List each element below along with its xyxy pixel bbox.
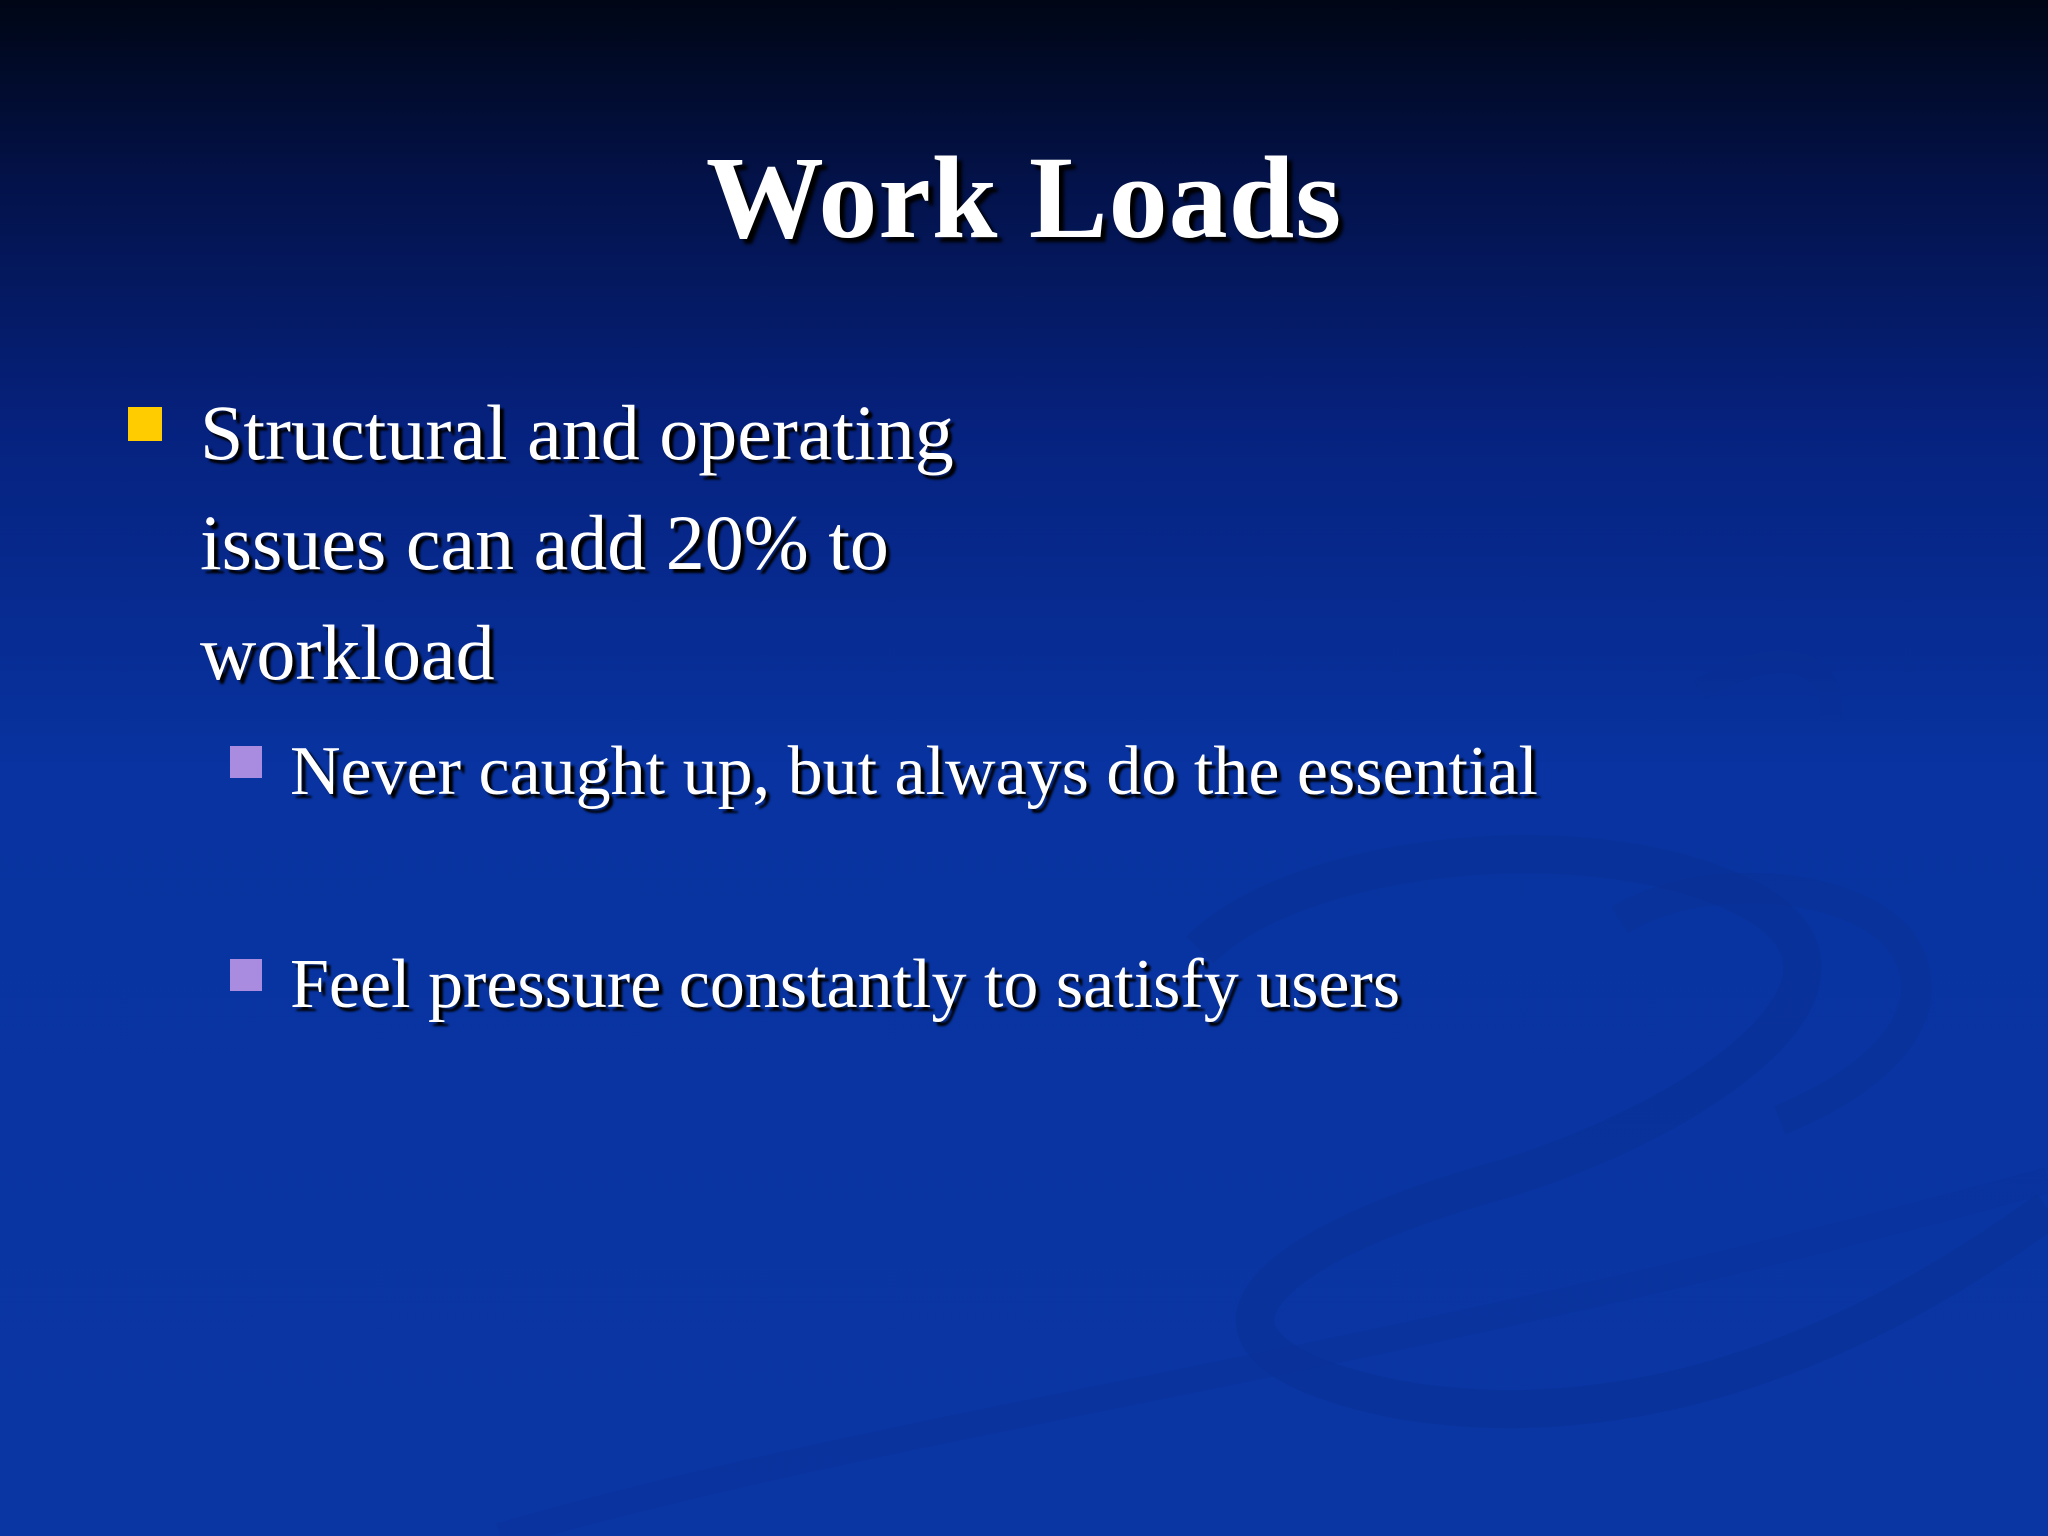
sub-bullet-square-icon <box>230 746 262 778</box>
sub-bullet-text: Never caught up, but always do the essential <box>290 733 1538 810</box>
bullet-text: Structural and operating issues can add 20% to workload <box>200 389 954 696</box>
slide-title: Work Loads <box>705 132 1343 263</box>
bullet-square-icon <box>128 407 162 441</box>
sub-bullet-text: Feel pressure constantly to satisfy users <box>290 946 1401 1023</box>
sub-bullet-square-icon <box>230 959 262 991</box>
